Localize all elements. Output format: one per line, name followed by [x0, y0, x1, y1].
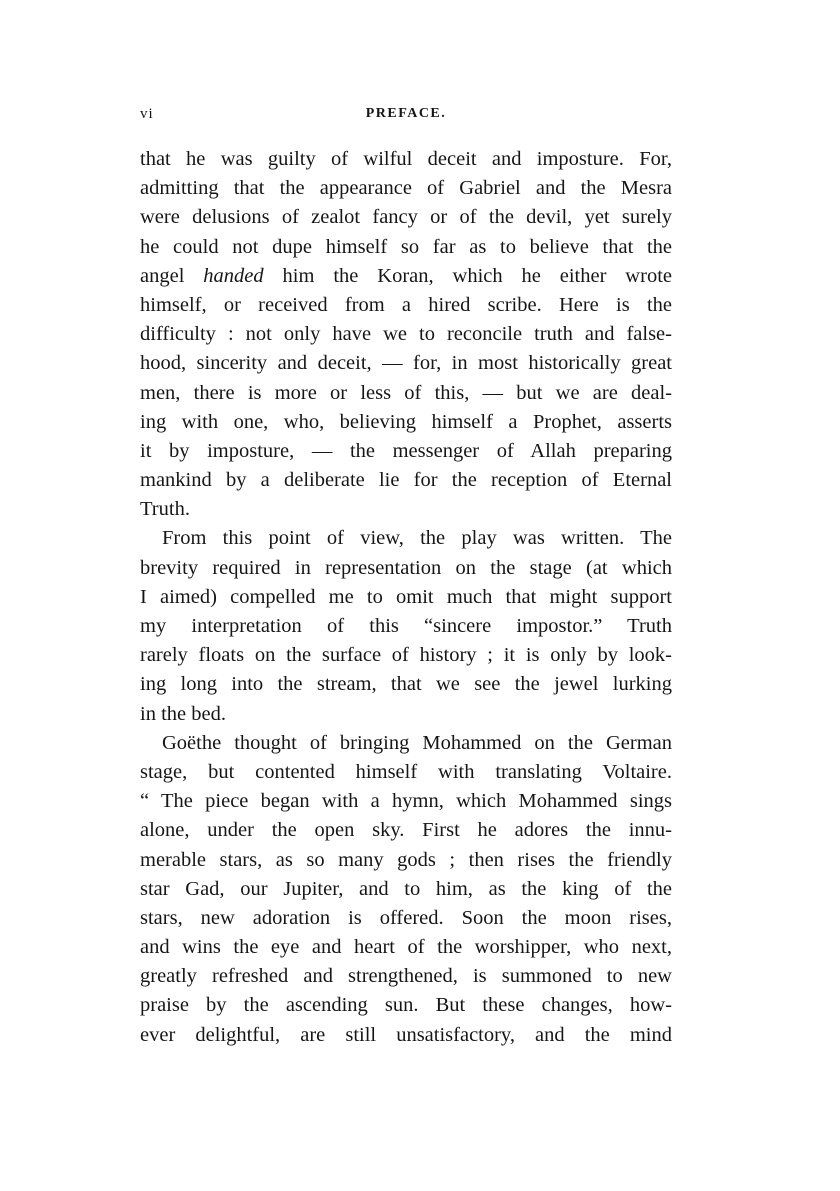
- text-line: himself, or received from a hired scribe. Here is the: [140, 293, 672, 316]
- text-line: [140, 262, 672, 291]
- text-line: rarely floats on the surface of history ; it is only by look-: [140, 644, 672, 667]
- body-text: [140, 145, 672, 1050]
- text-line: mankind by a deliberate lie for the reception of Eternal: [140, 469, 672, 492]
- text-line: in the bed.: [140, 702, 226, 725]
- text-line: I aimed) compelled me to omit much that might support: [140, 585, 672, 608]
- text-line: admitting that the appearance of Gabriel and the Mesra: [140, 177, 672, 200]
- text-line: Truth.: [140, 498, 190, 521]
- text-line: and wins the eye and heart of the worshipper, who next,: [140, 936, 672, 959]
- text-fragment: angel: [140, 264, 204, 287]
- paragraph-2: [140, 524, 672, 728]
- text-line: brevity required in representation on the stage (at which: [140, 556, 672, 579]
- text-line: star Gad, our Jupiter, and to him, as the king of the: [140, 877, 672, 900]
- text-line: hood, sincerity and deceit, — for, in most historically great: [140, 352, 672, 375]
- text-line: ing long into the stream, that we see the jewel lurking: [140, 673, 672, 696]
- text-line: difficulty : not only have we to reconcile truth and false-: [140, 323, 672, 346]
- text-line: stars, new adoration is offered. Soon the moon rises,: [140, 906, 672, 929]
- text-line: he could not dupe himself so far as to believe that the: [140, 235, 672, 258]
- emphasized-word: handed: [203, 264, 264, 287]
- text-line: it by imposture, — the messenger of Allah preparing: [140, 439, 672, 462]
- text-line: praise by the ascending sun. But these changes, how-: [140, 994, 672, 1017]
- text-line: my interpretation of this “sincere impostor.” Truth: [140, 615, 672, 637]
- text-line: merable stars, as so many gods ; then rises the friendly: [140, 848, 672, 871]
- paragraph-3: [140, 729, 672, 1050]
- text-line: men, there is more or less of this, — but we are deal-: [140, 381, 672, 404]
- text-line: greatly refreshed and strengthened, is summoned to new: [140, 965, 672, 988]
- text-line: Goëthe thought of bringing Mohammed on the German: [162, 731, 672, 754]
- text-line: From this point of view, the play was written. The: [162, 527, 672, 550]
- paragraph-1: [140, 145, 672, 524]
- text-line: stage, but contented himself with translating Voltaire.: [140, 760, 672, 783]
- text-line: that he was guilty of wilful deceit and imposture. For,: [140, 148, 672, 170]
- text-line: ing with one, who, believing himself a Prophet, asserts: [140, 410, 672, 433]
- running-title: PREFACE.: [365, 106, 447, 121]
- text-line: ever delightful, are still unsatisfactory, and the mind: [140, 1023, 672, 1046]
- text-line: alone, under the open sky. First he adores the innu-: [140, 819, 672, 842]
- running-head: [140, 106, 672, 130]
- text-line: “ The piece began with a hymn, which Mohammed sings: [140, 790, 672, 813]
- page-number: vi: [140, 106, 154, 122]
- text-fragment: him the Koran, which he either wrote: [263, 264, 672, 287]
- text-line: were delusions of zealot fancy or of the devil, yet surely: [140, 206, 672, 229]
